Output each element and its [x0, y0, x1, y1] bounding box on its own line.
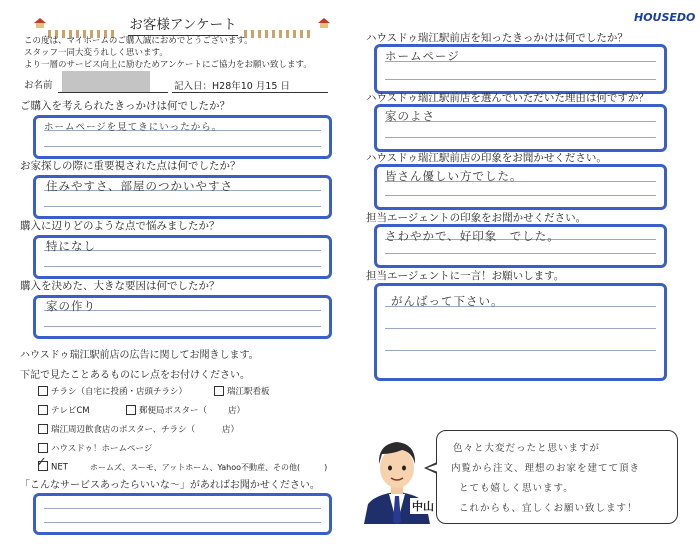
date-label: 記入日：H28年10 月15 日	[174, 81, 290, 92]
option-post-office-suffix: 店）	[228, 406, 246, 416]
answer-box	[374, 283, 667, 381]
answer-box	[33, 235, 332, 279]
option-net-detail: ホームズ、スーモ、アットホーム、Yahoo不動産、その他( )	[90, 463, 328, 472]
fence-decoration	[48, 23, 118, 31]
bubble-tail-inner	[427, 464, 438, 472]
request-label: 「こんなサービスあったらいいな～」があればお聞かせください。	[20, 480, 320, 491]
answer-text: 特になし	[46, 239, 96, 253]
agent-message-bubble	[436, 430, 678, 524]
ad-heading: ハウスドゥ瑞江駅前店の広告に関してお聞きします。	[20, 350, 259, 361]
option-restaurant: 瑞江周辺飲食店のポスター、チラシ（	[38, 423, 195, 435]
house-icon	[318, 13, 330, 23]
message-line: とても嬉しく思います。	[459, 483, 574, 494]
option-homepage: ハウスドゥ！ホームページ	[38, 442, 152, 454]
question-label: お家探しの際に重要視された点は何でしたか？	[20, 160, 241, 172]
checkbox[interactable]	[38, 386, 48, 396]
answer-text: 家のよさ	[385, 109, 435, 123]
checkbox[interactable]	[38, 405, 48, 415]
fence-decoration	[244, 23, 314, 31]
answer-box	[374, 164, 667, 210]
answer-box	[374, 104, 667, 152]
intro-line: スタッフ一同大変うれしく思います。	[24, 48, 168, 58]
question-label: ハウスドゥ瑞江駅前店の印象をお聞かせください。	[366, 152, 607, 164]
question-label: 購入を決めた、大きな要因は何でしたか？	[20, 280, 220, 292]
message-line: 色々と大変だったと思いますが	[453, 443, 601, 454]
check-mark-icon: ✓	[36, 455, 47, 470]
option-restaurant-suffix: 店）	[222, 425, 240, 435]
intro-line: より一層のサービス向上に励むためアンケートにご協力をお願い致します。	[24, 60, 312, 70]
name-redacted	[62, 71, 150, 92]
answer-text: 皆さん優しい方でした。	[385, 169, 523, 183]
intro-line: この度は、マイホームのご購入誠におめでとうございます。	[24, 36, 253, 46]
option-net: NET	[38, 462, 68, 473]
request-box[interactable]	[33, 493, 332, 535]
answer-text: がんばって下さい。	[391, 294, 504, 308]
name-label: お名前	[24, 80, 53, 91]
answer-box	[33, 175, 332, 219]
page-title: お客様アンケート	[129, 17, 237, 33]
message-line: これからも、宜しくお願い致します！	[459, 503, 638, 514]
agent-name: 中山	[412, 500, 434, 513]
checkbox[interactable]	[214, 386, 224, 396]
question-label: ハウスドゥ瑞江駅前店を選んでいただいた理由は何ですか？	[366, 92, 649, 104]
question-label: 購入に辺りどのような点で悩みましたか？	[20, 220, 220, 232]
question-label: ご購入を考えられたきっかけは何でしたか？	[20, 100, 230, 112]
page-title-wrap	[128, 13, 238, 36]
answer-box	[33, 295, 332, 339]
logo: HOUSEDO	[634, 11, 696, 24]
name-underline	[58, 92, 168, 93]
option-station-sign: 瑞江駅看板	[214, 385, 270, 397]
option-tv: テレビCM	[38, 404, 90, 416]
answer-text: ホームページを見てきにいったから。	[44, 122, 223, 133]
question-label: ハウスドゥ瑞江駅前店を知ったきっかけは何でしたか？	[366, 32, 628, 44]
answer-box	[374, 44, 667, 94]
question-label: 担当エージェントの印象をお聞かせください。	[366, 212, 587, 224]
house-icon	[34, 13, 46, 23]
option-post-office: 郵便局ポスター（	[126, 404, 207, 416]
checkbox[interactable]	[38, 424, 48, 434]
question-label: 担当エージェントに一言！お願いします。	[366, 270, 565, 282]
date-underline	[172, 92, 328, 93]
answer-text: 住みやすさ、部屋のつかいやすさ	[46, 179, 234, 193]
ad-subheading: 下記で見たことあるものにレ点をお付けください。	[20, 370, 250, 381]
answer-box	[33, 115, 332, 159]
answer-text: さわやかで、好印象 でした。	[385, 229, 560, 243]
checkbox[interactable]	[38, 443, 48, 453]
answer-text: ホームページ	[385, 49, 460, 63]
answer-text: 家の作り	[46, 299, 96, 313]
option-flyer: チラシ（自宅に投函・店頭チラシ）	[38, 385, 187, 397]
checkbox[interactable]	[126, 405, 136, 415]
answer-box	[374, 224, 667, 268]
message-line: 内覧から注文、理想のお家を建てて頂き	[451, 463, 641, 474]
